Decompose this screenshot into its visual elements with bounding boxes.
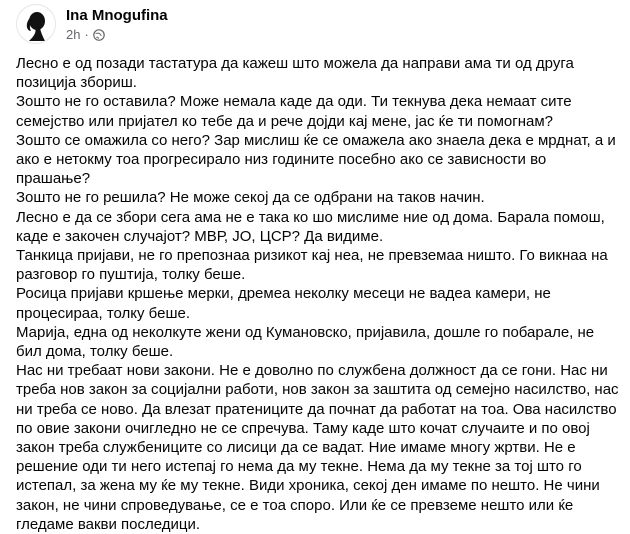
post-header: [16, 4, 168, 44]
separator-dot: ·: [84, 27, 89, 42]
post-meta: [66, 4, 168, 43]
post-paragraph: Танкица пријави, не го препознаа ризикот кај неа, не превземаа ништо. Го викнаа на разговор го пуштија, толку беше.: [16, 247, 608, 284]
post-paragraph: Марија, една од неколкуте жени од Кумановско, пријавила, дошле го побарале, не бил дома, толку беше.: [16, 323, 595, 361]
avatar[interactable]: [16, 4, 56, 44]
post-paragraph: Зошто се омажила со него? Зар мислиш ќе се омажела ако знаела дека е мрднат, а и ако е нетокму тоа прогресирало низ годините посебно ако се зависности во прашање?: [16, 131, 616, 188]
author-name[interactable]: Ina Mnogufina: [66, 7, 168, 24]
post-paragraph: Лесно е од позади тастатура да кажеш што можела да направи ама ти од друга позиција збориш.: [16, 55, 574, 92]
post-paragraph: Зошто не го решила? Не може секој да се одбрани на таков начин.: [16, 189, 485, 207]
post-paragraph: Лесно е да се збори сега ама не е така ко шо мислиме ние од дома. Барала помош, каде е закочен случајот? МВР, ЈО, ЦСР? Да видиме.: [16, 208, 605, 245]
globe-icon[interactable]: [93, 29, 105, 41]
post-paragraph: Росица пријави кршење мерки, дремеа неколку месеци не вадеа камери, не процесираа, толку беше.: [16, 285, 551, 322]
post-body: [16, 54, 620, 534]
post-subline: [66, 27, 168, 43]
woman-silhouette-icon: [19, 7, 53, 41]
post-paragraph: Нас ни требаат нови закони. Не е доволно по службена должност да се гони. Нас ни треба нов закон за социјални работи, нов закон за заштита од семејно насилство, нас ни треба се ново. Да влезат пратениците да почнат да работат на тоа. Ова насилство по овие закони очигледно не се спречува. Таму каде што кочат случаите и по овој закон треба службениците со лисици да се вадат. Ние имаме многу жртви. Не е решение оди ти него истепај го нема да му текне. Нема да му текне за тој што го истепал, за жена му ќе му текне. Види хроника, секој ден имаме по нешто. Не чини закон, не чини спроведување, се е тоа споро. Или ќе се превземе нешто или ќе гледаме вакви последици.: [16, 362, 619, 533]
post-timestamp[interactable]: 2h: [66, 27, 81, 42]
post-paragraph: Зошто не го оставила? Може немала каде да оди. Ти текнува дека немаат сите семејство или пријател ко тебе да и рече дојди кај мене, јас ќе ти помогнам?: [16, 93, 572, 130]
